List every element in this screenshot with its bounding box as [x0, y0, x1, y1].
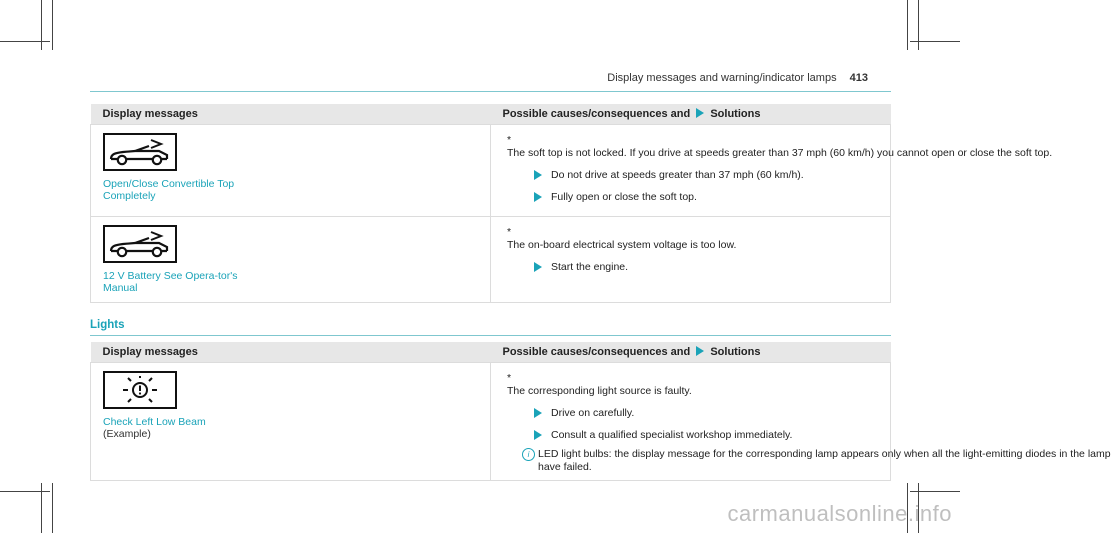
play-arrow-icon	[534, 170, 542, 180]
solution-step: Start the engine.	[534, 261, 890, 274]
solution-step: Fully open or close the soft top.	[534, 191, 890, 204]
play-arrow-icon	[534, 192, 542, 202]
convertible-car-icon	[103, 225, 177, 263]
play-arrow-icon	[534, 262, 542, 272]
crop-mark	[52, 483, 53, 533]
info-icon: i	[522, 448, 535, 461]
solution-step: Drive on carefully.	[534, 407, 890, 420]
section-rule	[90, 335, 891, 336]
page-number: 413	[849, 72, 868, 84]
crop-mark	[918, 0, 919, 50]
col-header-display-messages: Display messages	[91, 342, 491, 363]
page-header	[607, 72, 868, 84]
display-message: 12 V Battery See Opera-tor's Manual	[103, 270, 238, 294]
crop-mark	[0, 491, 50, 492]
crop-mark	[52, 0, 53, 50]
play-arrow-icon	[696, 108, 704, 118]
crop-mark	[0, 41, 50, 42]
play-arrow-icon	[534, 430, 542, 440]
solution-step: Do not drive at speeds greater than 37 mph (60 km/h).	[534, 169, 890, 182]
convertible-messages-table	[90, 104, 1053, 303]
table-row	[91, 363, 891, 481]
table-row	[91, 217, 891, 303]
col-header-display-messages: Display messages	[91, 104, 491, 125]
col-header-causes: Possible causes/consequences and Solutions	[491, 342, 891, 363]
table-row	[91, 125, 891, 217]
info-note: i LED light bulbs: the display message for the corresponding lamp appears only when all the light-emitting diodes in the lamp have failed.	[522, 448, 890, 474]
cause-text: *The corresponding light source is faulty.	[507, 372, 692, 397]
display-message: Open/Close Convertible Top Completely	[103, 178, 235, 202]
section-title-lights: Lights	[90, 319, 125, 331]
cause-text: *The on-board electrical system voltage is too low.	[507, 226, 737, 251]
display-message: Check Left Low Beam (Example)	[103, 416, 206, 440]
convertible-car-icon	[103, 133, 177, 171]
crop-mark	[907, 0, 908, 50]
crop-mark	[910, 41, 960, 42]
solution-step: Consult a qualified specialist workshop immediately.	[534, 429, 890, 442]
watermark: carmanualsonline.info	[727, 501, 952, 526]
table-header-row	[91, 342, 891, 363]
play-arrow-icon	[696, 346, 704, 356]
bulb-fault-icon	[103, 371, 177, 409]
table-header-row	[91, 104, 891, 125]
lights-messages-table	[90, 342, 1111, 481]
header-rule	[90, 91, 891, 92]
crop-mark	[910, 491, 960, 492]
crop-mark	[41, 0, 42, 50]
play-arrow-icon	[534, 408, 542, 418]
cause-text: *The soft top is not locked. If you drive at speeds greater than 37 mph (60 km/h) you cannot open or close the soft top.	[507, 134, 1053, 159]
header-title: Display messages and warning/indicator lamps	[607, 72, 837, 84]
col-header-causes: Possible causes/consequences and Solutions	[491, 104, 891, 125]
